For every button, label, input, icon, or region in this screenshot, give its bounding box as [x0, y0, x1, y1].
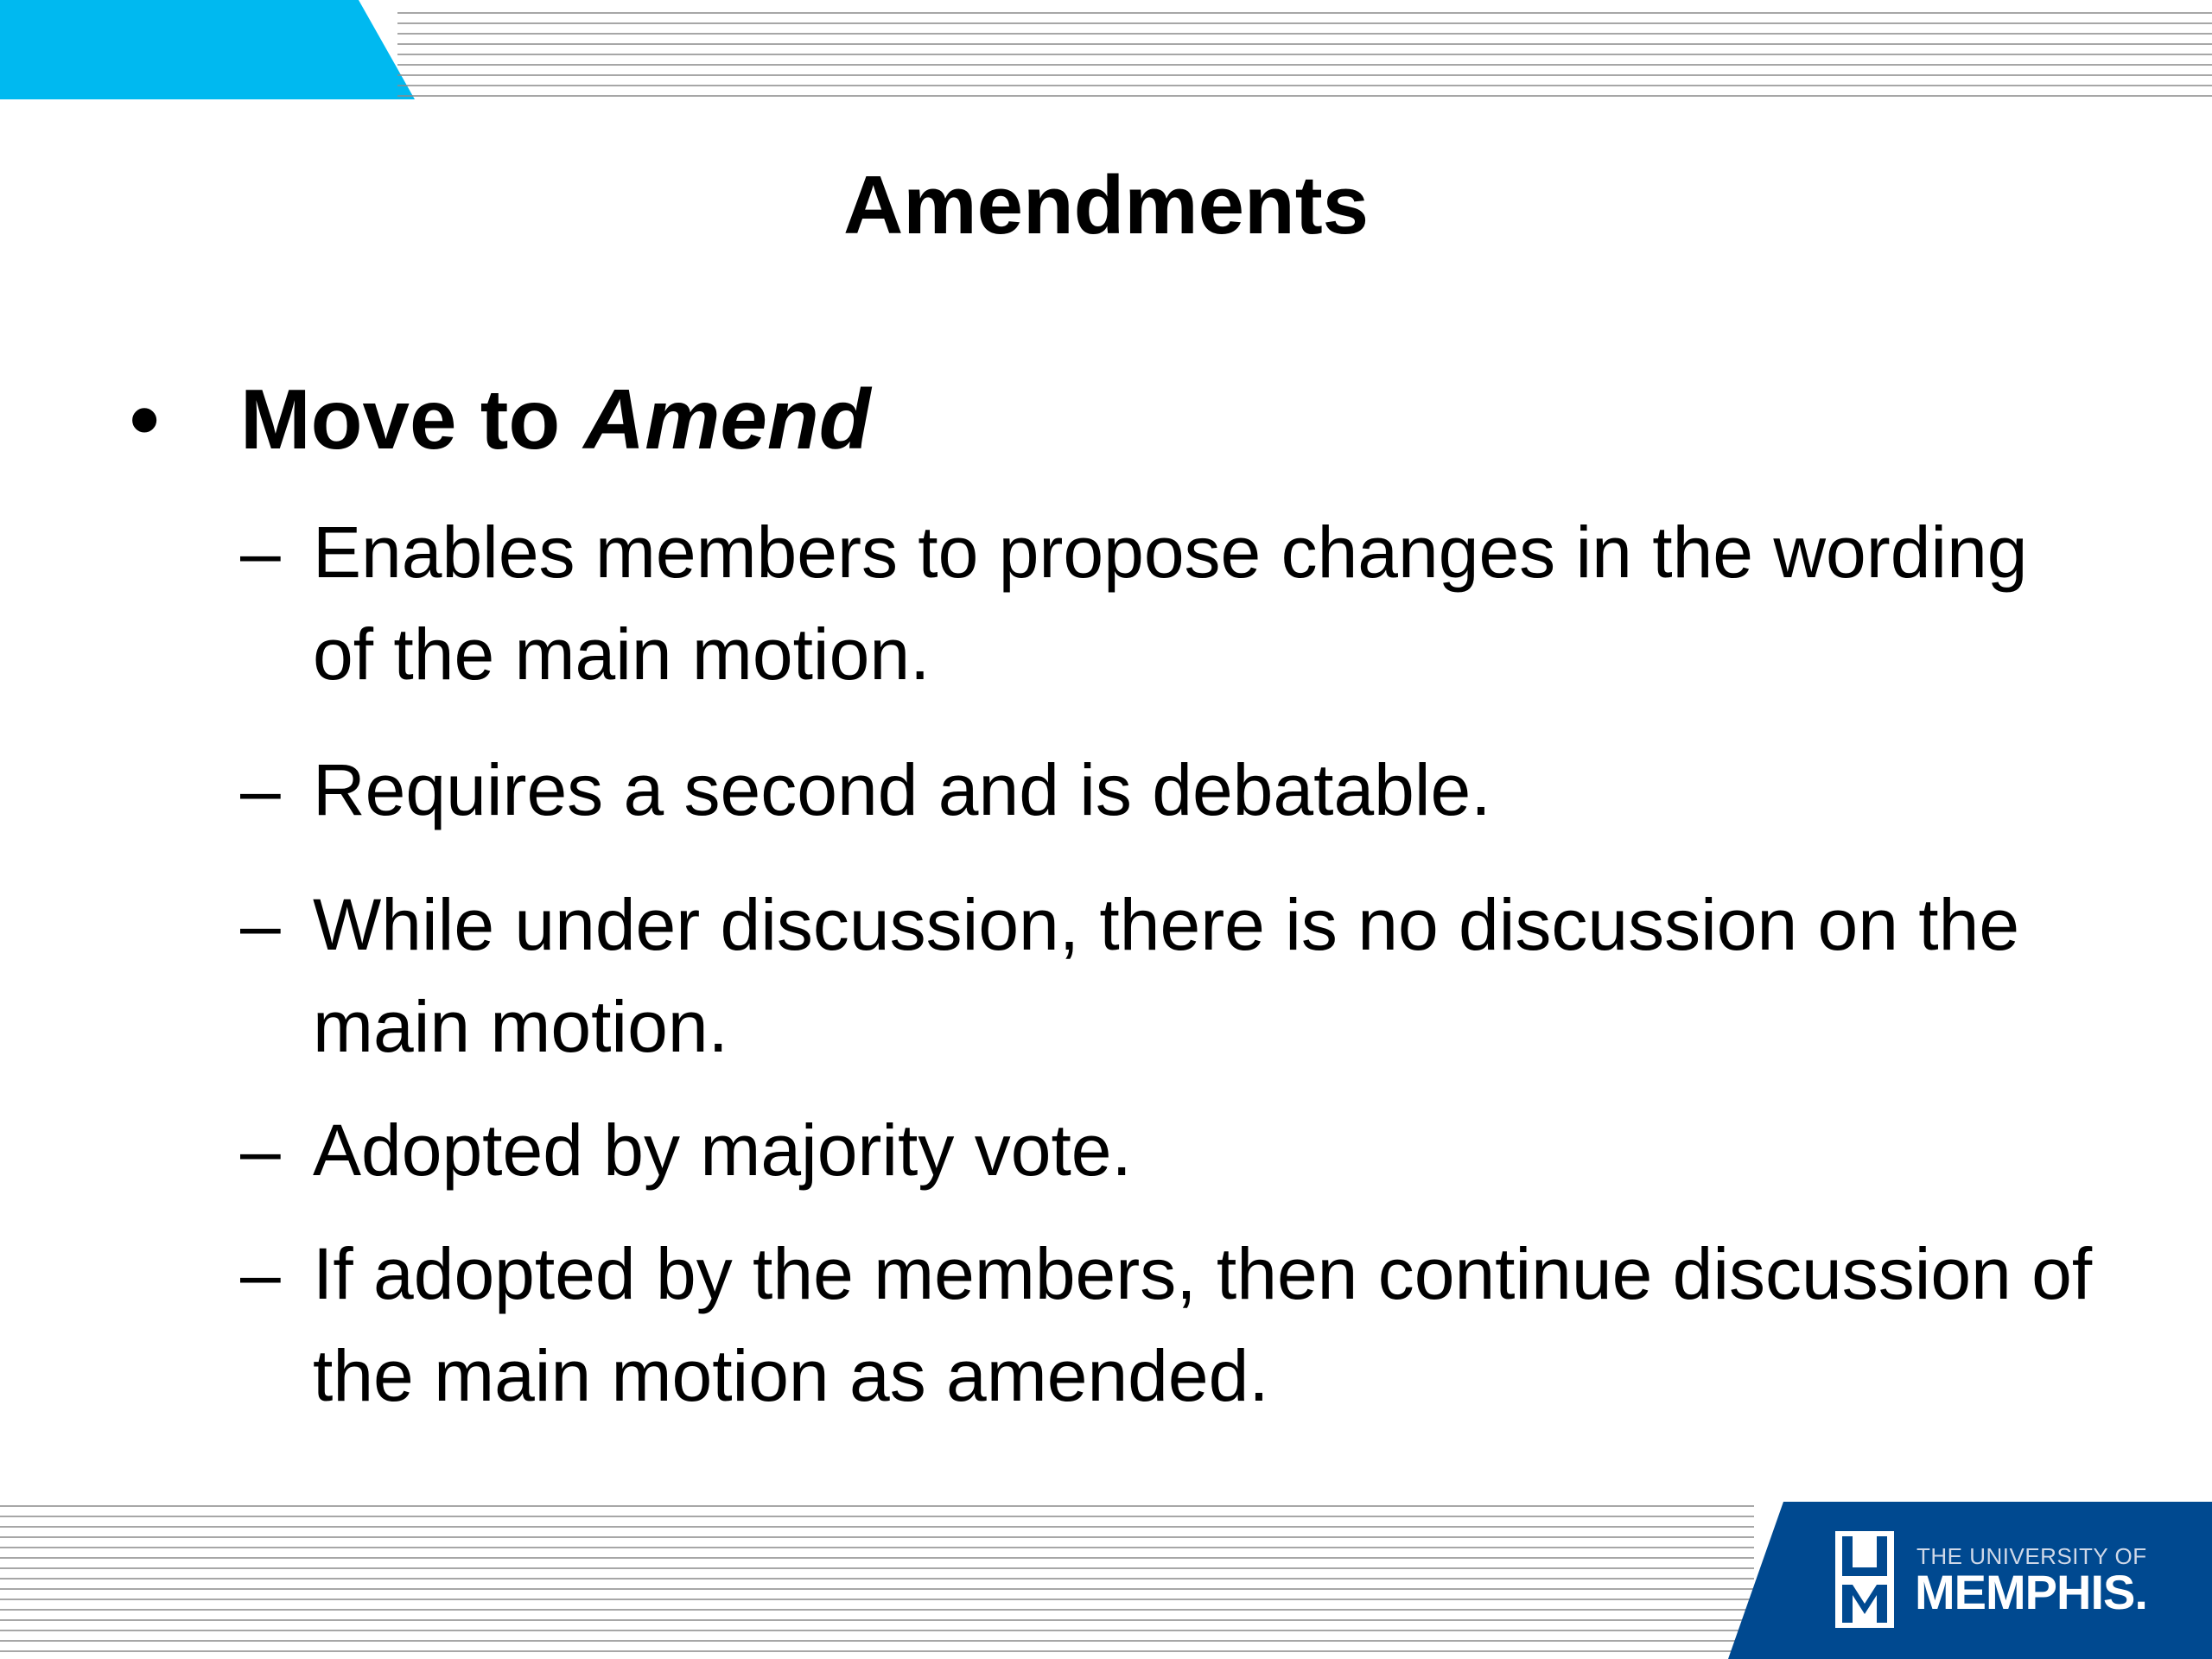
sub-bullet-item — [240, 501, 2098, 705]
slide-title: Amendments — [842, 159, 1370, 251]
brand-line-university: THE UNIVERSITY OF — [1916, 1543, 2147, 1569]
university-of-memphis-um-logo-icon — [1835, 1531, 1894, 1628]
sub-bullet-dash: – — [240, 512, 281, 593]
sub-bullet-text: Requires a second and is debatable. — [313, 749, 1491, 830]
sub-bullet-text: Adopted by majority vote. — [313, 1109, 1132, 1191]
sub-bullet-dash: – — [240, 1109, 281, 1191]
sub-bullet-text: While under discussion, there is no discussion on the main motion. — [313, 884, 2020, 1067]
sub-bullet-item — [240, 739, 2098, 841]
sub-bullet-text: If adopted by the members, then continue discussion of the main motion as amended. — [313, 1233, 2093, 1416]
main-bullet-label: Move to — [240, 372, 584, 467]
sub-bullet-dash: – — [240, 884, 281, 965]
sub-bullet-dash: – — [240, 749, 281, 830]
sub-bullet-text: Enables members to propose changes in the wording of the main motion. — [313, 512, 2028, 695]
bullet-symbol: • — [130, 372, 160, 467]
sub-bullet-dash: – — [240, 1233, 281, 1314]
sub-bullet-item — [240, 874, 2098, 1077]
sub-bullet-item — [240, 1223, 2098, 1427]
sub-bullet-item — [240, 1099, 2098, 1201]
main-bullet — [130, 363, 871, 475]
main-bullet-emphasis: Amend — [583, 372, 871, 467]
brand-line-memphis: MEMPHIS. — [1915, 1565, 2147, 1619]
bottom-stripe-lines — [0, 1505, 1754, 1659]
